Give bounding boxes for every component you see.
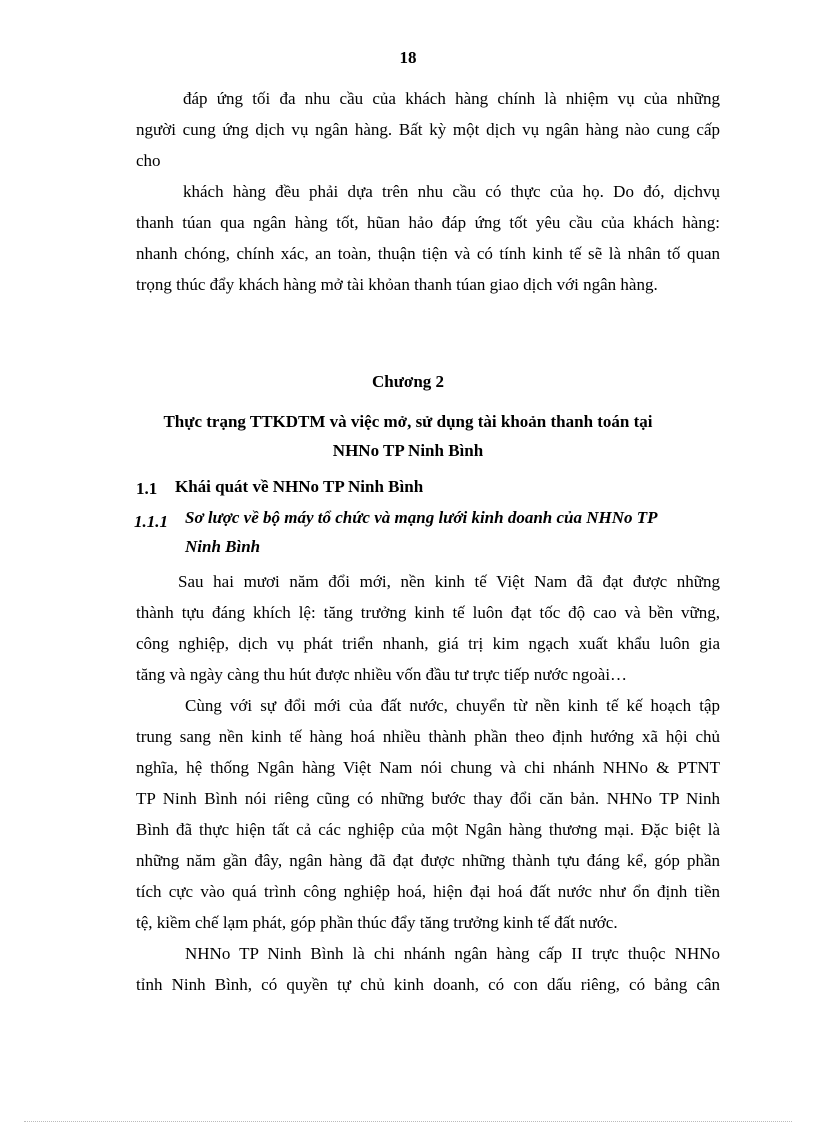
paragraph-line: Cùng với sự đổi mới của đất nước, chuyển từ nền kinh tế kế hoạch tập — [185, 696, 720, 715]
paragraph-line: tệ, kiềm chế lạm phát, góp phần thúc đẩy tăng trưởng kinh tế đất nước. — [136, 913, 618, 932]
paragraph-line: trọng thúc đẩy khách hàng mở tài khỏan thanh túan giao dịch với ngân hàng. — [136, 275, 658, 294]
subsection-number: 1.1.1 — [134, 512, 168, 531]
paragraph-line: khách hàng đều phải dựa trên nhu cầu có thực của họ. Do đó, dịchvụ — [183, 182, 720, 201]
paragraph-line: công nghiệp, dịch vụ phát triển nhanh, giá trị kim ngạch xuất khẩu luôn gia — [136, 634, 720, 653]
paragraph-line: nghĩa, hệ thống Ngân hàng Việt Nam nói chung và chi nhánh NHNo & PTNT — [136, 758, 720, 777]
paragraph-line: thành tựu đáng khích lệ: tăng trưởng kinh tế luôn đạt tốc độ cao và bền vững, — [136, 603, 720, 622]
paragraph-line: đáp ứng tối đa nhu cầu của khách hàng chính là nhiệm vụ của những — [183, 89, 720, 108]
paragraph-line: tăng và ngày càng thu hút được nhiều vốn đầu tư trực tiếp nước ngoài… — [136, 665, 628, 684]
page-number: 18 — [399, 48, 417, 67]
paragraph-line: trung sang nền kinh tế hàng hoá nhiều thành phần theo định hướng xã hội chủ — [136, 727, 720, 746]
page-bottom-divider — [24, 1121, 792, 1122]
paragraph-line: Sau hai mươi năm đổi mới, nền kinh tế Việt Nam đã đạt được những — [178, 572, 720, 591]
paragraph-line: Bình đã thực hiện tất cả các nghiệp của một Ngân hàng thương mại. Đặc biệt là — [136, 820, 720, 839]
section-number: 1.1 — [136, 479, 158, 498]
chapter-title: Thực trạng TTKDTM và việc mở, sử dụng tài khoản thanh toán tại — [163, 412, 653, 431]
subsection-title: Sơ lược về bộ máy tổ chức và mạng lưới kinh doanh của NHNo TP — [185, 508, 658, 527]
paragraph-line: NHNo TP Ninh Bình là chi nhánh ngân hàng cấp II trực thuộc NHNo — [185, 944, 720, 963]
paragraph-line: người cung ứng dịch vụ ngân hàng. Bất kỳ một dịch vụ ngân hàng nào cung cấp — [136, 120, 720, 139]
chapter-title-line2: NHNo TP Ninh Bình — [332, 441, 484, 460]
paragraph-line: cho — [136, 151, 161, 170]
paragraph-line: những năm gần đây, ngân hàng đã đạt được những thành tựu đáng kể, góp phần — [136, 851, 720, 870]
paragraph-line: tỉnh Ninh Bình, có quyền tự chủ kinh doanh, có con dấu riêng, có bảng cân — [136, 975, 720, 994]
paragraph-line: tích cực vào quá trình công nghiệp hoá, hiện đại hoá đất nước như ổn định tiền — [136, 882, 720, 901]
paragraph-line: thanh túan qua ngân hàng tốt, hũan hảo đáp ứng tốt yêu cầu của khách hàng: — [136, 213, 720, 232]
section-title: Khái quát về NHNo TP Ninh Bình — [175, 477, 424, 496]
chapter-label: Chương 2 — [371, 372, 445, 391]
subsection-title-line2: Ninh Bình — [185, 537, 261, 556]
paragraph-line: nhanh chóng, chính xác, an toàn, thuận tiện và có tính kinh tế sẽ là nhân tố quan — [136, 244, 720, 263]
paragraph-line: TP Ninh Bình nói riêng cũng có những bước thay đổi căn bản. NHNo TP Ninh — [136, 789, 720, 808]
